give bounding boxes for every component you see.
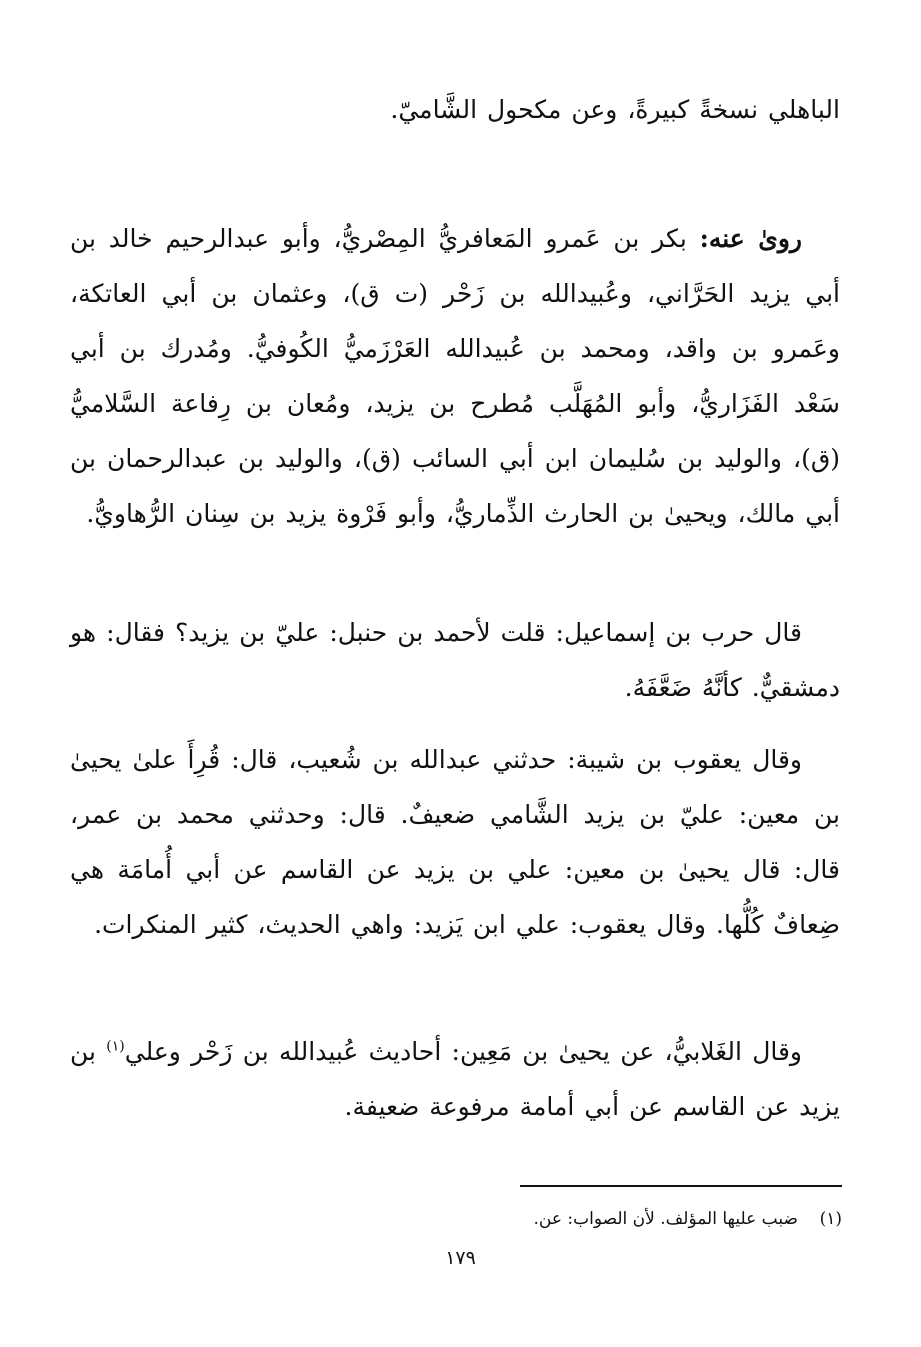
- footnote-marker: (١): [106, 1038, 125, 1055]
- page-number: [0, 1247, 921, 1269]
- ghalabi-text-before: وقال الغَلابيُّ، عن يحيىٰ بن مَعِين: أحاديث عُبيدالله بن زَحْر وعلي: [124, 1037, 802, 1066]
- yaqub-text: وقال يعقوب بن شيبة: حدثني عبدالله بن شُعيب، قال: قُرِأَ علىٰ يحيىٰ بن معين: عليّ بن يزيد الشَّامي ضعيفٌ. قال: وحدثني محمد بن عمر، قال: قال يحيىٰ بن معين: علي بن يزيد عن القاسم عن أبي أُمامَة هي ضِعافٌ كُلُّها. وقال يعقوب: علي ابن يَزيد: واهي الحديث، كثير المنكرات.: [70, 745, 840, 939]
- footnote: [300, 1205, 842, 1233]
- narrators-label: روىٰ عنه:: [699, 224, 802, 253]
- footnote-divider: [520, 1185, 842, 1187]
- narrators-text: بكر بن عَمرو المَعافريُّ المِصْريُّ، وأبو عبدالرحيم خالد بن أبي يزيد الحَرَّاني، وعُبيدالله بن زَحْر (ت ق)، وعثمان بن أبي العاتكة، وعَمرو بن واقد، ومحمد بن عُبيدالله العَرْزَميُّ الكُوفيُّ. ومُدرك بن أبي سَعْد الفَزَاريُّ، وأبو المُهَلَّب مُطرح بن يزيد، ومُعان بن رِفاعة السَّلاميُّ (ق)، والوليد بن سُليمان ابن أبي السائب (ق)، والوليد بن عبدالرحمان بن أبي مالك، ويحيىٰ بن الحارث الذِّماريُّ، وأبو فَرْوة يزيد بن سِنان الرُّهاويُّ.: [70, 224, 840, 528]
- continuation-line: [70, 82, 840, 137]
- continuation-text: الباهلي نسخةً كبيرةً، وعن مكحول الشَّاميّ.: [390, 95, 840, 124]
- harb-paragraph: [70, 605, 840, 715]
- narrators-paragraph: [70, 211, 840, 541]
- yaqub-paragraph: [70, 732, 840, 952]
- footnote-text: ضبب عليها المؤلف. لأن الصواب: عن.: [533, 1209, 798, 1229]
- harb-text: قال حرب بن إسماعيل: قلت لأحمد بن حنبل: عليّ بن يزيد؟ فقال: هو دمشقيٌّ. كأنَّهُ ضَعَّفَهُ.: [70, 618, 840, 702]
- ghalabi-text-after: بن يزيد عن القاسم عن أبي أمامة مرفوعة ضعيفة.: [70, 1037, 840, 1121]
- page-number-text: ١٧٩: [445, 1247, 476, 1269]
- ghalabi-paragraph: [70, 1024, 840, 1134]
- footnote-number: (١): [819, 1209, 842, 1229]
